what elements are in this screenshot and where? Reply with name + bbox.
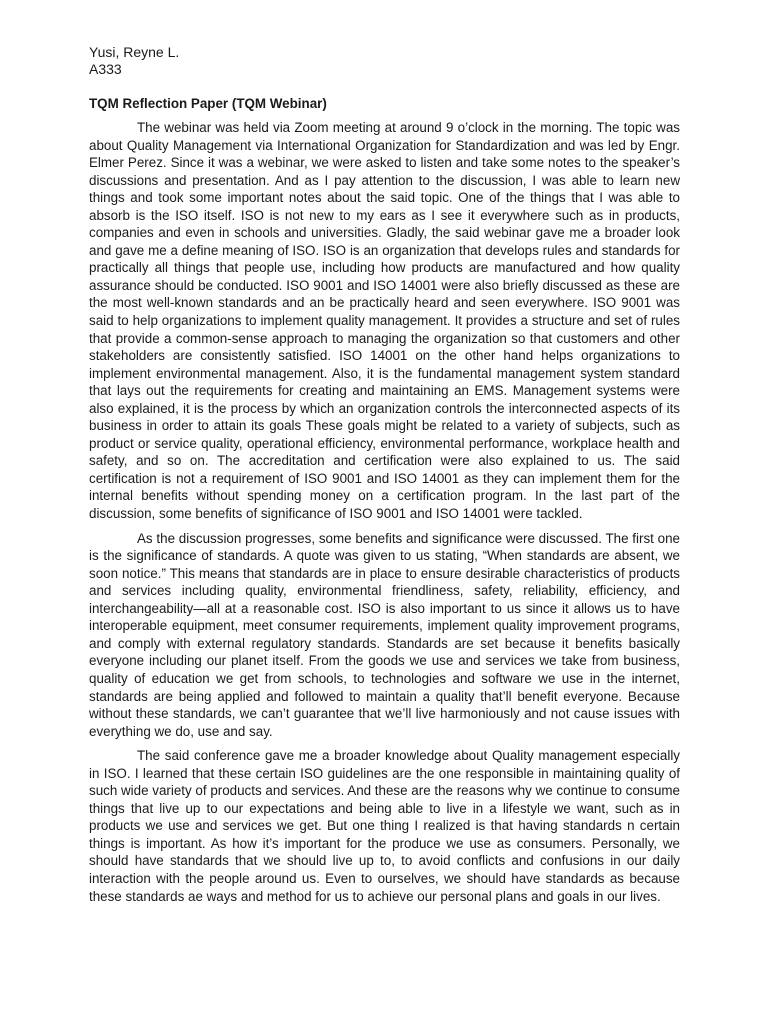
paragraph-1: The webinar was held via Zoom meeting at around 9 o’clock in the morning. The topic was about Quality Management via International Organization for Standardization and was led by Engr. Elmer Perez. Since it was a webinar, we were asked to listen and take some notes to the speaker’s discussions and presentation. And as I pay attention to the discussion, I was able to learn new things and took some important notes about the said topic. One of the things that I was able to absorb is the ISO itself. ISO is not new to my ears as I see it everywhere such as in products, companies and even in schools and universities. Gladly, the said webinar gave me a broader look and gave me a define meaning of ISO. ISO is an organization that develops rules and standards for practically all things that people use, including how products are manufactured and how quality assurance should be conducted. ISO 9001 and ISO 14001 were also briefly discussed as these are the most well-known standards and an be practically heard and seen everywhere. ISO 9001 was said to help organizations to implement quality management. It provides a structure and set of rules that provide a common-sense approach to managing the organization so that customers and other stakeholders are consistently satisfied. ISO 14001 on the other hand helps organizations to implement environmental management. Also, it is the fundamental management system standard that lays out the requirements for creating and maintaining an EMS. Management systems were also explained, it is the process by which an organization controls the interconnected aspects of its business in order to attain its goals These goals might be related to a variety of subjects, such as product or service quality, operational efficiency, environmental performance, workplace health and safety, and so on. The accreditation and certification were also explained to us. The said certification is not a requirement of ISO 9001 and ISO 14001 as they can implement them for the internal benefits without spending money on a certification program. In the last part of the discussion, some benefits of significance of ISO 9001 and ISO 14001 were tackled. xyxy=(89,120,680,522)
document-title: TQM Reflection Paper (TQM Webinar) xyxy=(89,96,327,111)
section-code: A333 xyxy=(89,61,122,77)
author-name: Yusi, Reyne L. xyxy=(89,44,180,60)
document-body xyxy=(89,119,680,905)
paragraph-3: The said conference gave me a broader knowledge about Quality management especially in ISO. I learned that these certain ISO guidelines are the one responsible in maintaining quality of such wide variety of products and services. And these are the reasons why we continue to consume things that live up to our expectations and being able to live in a lifestyle we want, such as in products we use and services we get. But one thing I realized is that having standards n certain things is important. As how it’s important for the produce we use as consumers. Personally, we should have standards that we should live up to, to avoid conflicts and confusions in our daily interaction with the people around us. Even to ourselves, we should have standards as because these standards ae ways and method for us to achieve our personal plans and goals in our lives. xyxy=(89,748,680,904)
paragraph-2: As the discussion progresses, some benefits and significance were discussed. The first one is the significance of standards. A quote was given to us stating, “When standards are absent, we soon notice.” This means that standards are in place to ensure desirable characteristics of products and services including quality, environmental friendliness, safety, reliability, efficiency, and interchangeability—all at a reasonable cost. ISO is also important to us since it allows us to have interoperable equipment, meet consumer requirements, implement quality improvement programs, and comply with external regulatory standards. Standards are set because it benefits basically everyone including our planet itself. From the goods we use and services we take from business, quality of education we get from schools, to technologies and software we use in the internet, standards are being applied and followed to maintain a quality that’ll benefit everyone. Because without these standards, we can’t guarantee that we’ll live harmoniously and not cause issues with everything we do, use and say. xyxy=(89,530,680,739)
